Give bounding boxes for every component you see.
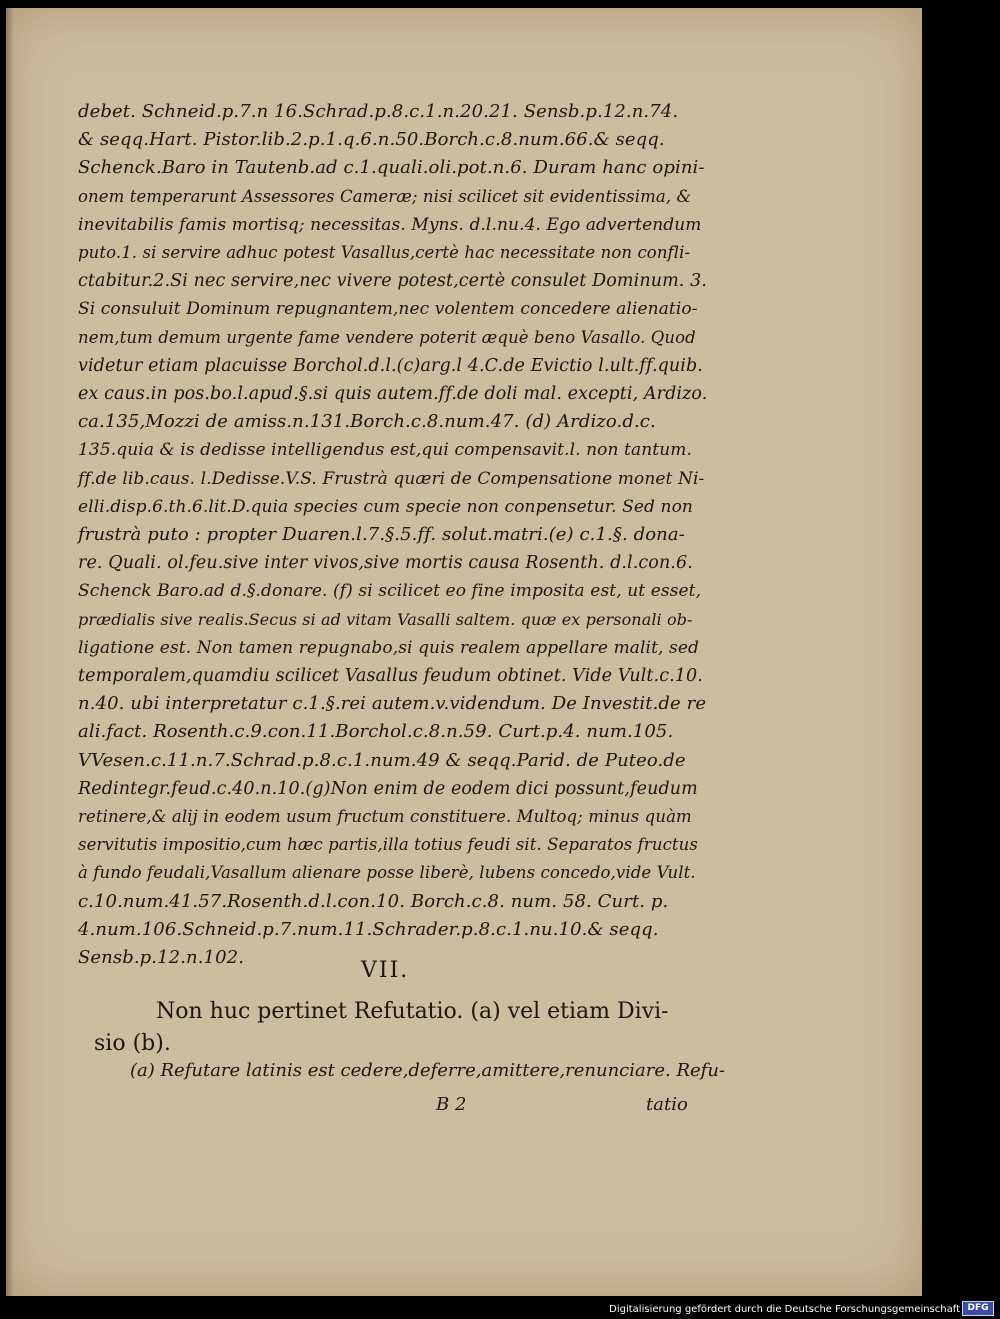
note-line: retinere,& alij in eodem usum fructum constituere. Multoq; minus quàm [78,807,692,827]
note-line: nem,tum demum urgente fame vendere poterit æquè beno Vasallo. Quod [78,327,696,347]
note-line: videtur etiam placuisse Borchol.d.l.(c)arg.l 4.C.de Evictio l.ult.ff.quib. [78,355,703,376]
note-line: ff.de lib.caus. l.Dedisse.V.S. Frustrà quæri de Compensatione monet Ni- [78,468,705,489]
note-line: ex caus.in pos.bo.l.apud.§.si quis autem.ff.de doli mal. excepti, Ardizo. [78,384,708,405]
paragraph-line: sio (b). [94,1031,171,1056]
signature-mark: B 2 [436,1094,467,1115]
note-line: re. Quali. ol.feu.sive inter vivos,sive mortis causa Rosenth. d.l.con.6. [78,553,693,574]
note-line: prædialis sive realis.Secus si ad vitam Vasalli saltem. quæ ex personali ob- [78,609,693,629]
note-line: onem temperarunt Assessores Cameræ; nisi scilicet sit evidentissima, & [78,186,692,206]
note-line: c.10.num.41.57.Rosenth.d.l.con.10. Borch.c.8. num. 58. Curt. p. [78,890,669,912]
note-line: Sensb.p.12.n.102. [78,947,245,969]
note-line: ca.135,Mozzi de amiss.n.131.Borch.c.8.num.47. (d) Ardizo.d.c. [78,411,656,433]
note-line: 135.quia & is dedisse intelligendus est,qui compensavit.l. non tantum. [78,440,692,461]
note-line: Redintegr.feud.c.40.n.10.(g)Non enim de eodem dici possunt,feudum [78,778,698,799]
note-line: VVesen.c.11.n.7.Schrad.p.8.c.1.num.49 & seqq.Parid. de Puteo.de [78,749,686,771]
note-line: ligatione est. Non tamen repugnabo,si quis realem appellare malit, sed [78,637,699,658]
section-heading: VII. [361,958,410,983]
note-line: Schenck.Baro in Tautenb.ad c.1.quali.oli.pot.n.6. Duram hanc opini- [78,157,705,179]
note-line: temporalem,quamdiu scilicet Vasallus feudum obtinet. Vide Vult.c.10. [78,666,703,687]
note-line: inevitabilis famis mortisq; necessitas. Myns. d.l.nu.4. Ego advertendum [78,214,702,235]
note-line: ali.fact. Rosenth.c.9.con.11.Borchol.c.8.n.59. Curt.p.4. num.105. [78,721,674,743]
digitization-credit: Digitalisierung gefördert durch die Deutsche Forschungsgemeinschaft [609,1304,960,1315]
book-page [6,8,922,1296]
main-paragraph [94,996,716,1060]
footnote-line: (a) Refutare latinis est cedere,deferre,amittere,renunciare. Refu- [130,1060,725,1081]
note-line: puto.1. si servire adhuc potest Vasallus,certè hac necessitate non confli- [78,243,691,263]
note-line: frustrà puto : propter Duaren.l.7.§.5.ff. solut.matri.(e) c.1.§. dona- [78,524,685,546]
notes-text-block [78,98,708,972]
note-line: & seqq.Hart. Pistor.lib.2.p.1.q.6.n.50.Borch.c.8.num.66.& seqq. [78,129,665,151]
note-line: debet. Schneid.p.7.n 16.Schrad.p.8.c.1.n.20.21. Sensb.p.12.n.74. [78,101,679,122]
note-line: n.40. ubi interpretatur c.1.§.rei autem.v.videndum. De Investit.de re [78,693,707,715]
paragraph-line: Non huc pertinet Refutatio. (a) vel etiam Divi- [156,999,669,1024]
note-line: à fundo feudali,Vasallum alienare posse liberè, lubens concedo,vide Vult. [78,863,696,883]
note-line: ctabitur.2.Si nec servire,nec vivere potest,certè consulet Dominum. 3. [78,271,707,292]
catchword: tatio [646,1094,688,1115]
dfg-logo: DFG [962,1301,994,1316]
note-line: servitutis impositio,cum hæc partis,illa totius feudi sit. Separatos fructus [78,835,698,855]
note-line: 4.num.106.Schneid.p.7.num.11.Schrader.p.8.c.1.nu.10.& seqq. [78,918,659,940]
note-line: elli.disp.6.th.6.lit.D.quia species cum specie non conpensetur. Sed non [78,496,693,517]
note-line: Schenck Baro.ad d.§.donare. (f) si scilicet eo fine imposita est, ut esset, [78,581,702,602]
note-line: Si consuluit Dominum repugnantem,nec volentem concedere alienatio- [78,299,698,320]
